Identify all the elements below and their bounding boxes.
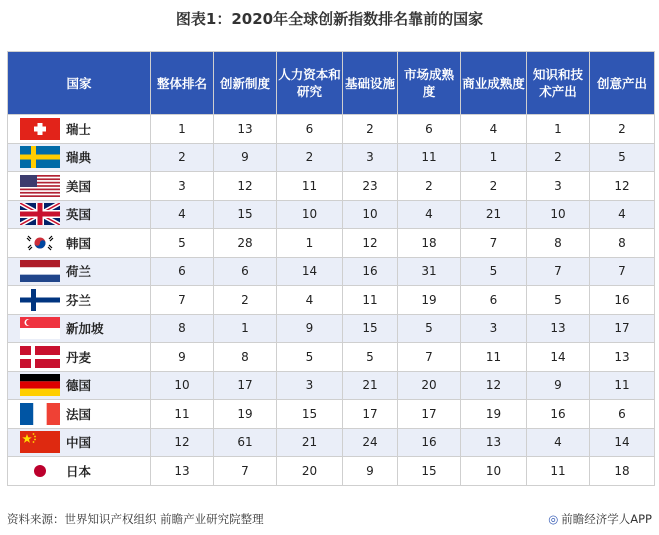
brand-name: 前瞻经济学人APP [561, 512, 652, 526]
footer [7, 511, 652, 527]
table-row [8, 457, 655, 486]
sweden-flag [20, 146, 60, 168]
rank-cell: 4 [590, 200, 655, 229]
rank-cell: 4 [151, 200, 214, 229]
rank-cell: 9 [527, 371, 590, 400]
rank-cell: 4 [527, 428, 590, 457]
rank-cell: 1 [461, 143, 527, 172]
rank-cell: 8 [214, 343, 277, 372]
table-row [8, 314, 655, 343]
table-row [8, 229, 655, 258]
header-market-sophistication: 市场成熟度 [398, 52, 461, 115]
rank-cell: 12 [590, 172, 655, 201]
rank-cell: 5 [590, 143, 655, 172]
rank-cell: 16 [590, 286, 655, 315]
rank-cell: 17 [398, 400, 461, 429]
rank-cell: 11 [398, 143, 461, 172]
rank-cell: 10 [527, 200, 590, 229]
rank-cell: 18 [590, 457, 655, 486]
rank-cell: 3 [277, 371, 343, 400]
table-row [8, 286, 655, 315]
rank-cell: 5 [461, 257, 527, 286]
rank-cell: 7 [398, 343, 461, 372]
country-cell [8, 371, 151, 400]
rank-cell: 2 [398, 172, 461, 201]
rank-cell: 31 [398, 257, 461, 286]
rank-cell: 5 [277, 343, 343, 372]
rank-cell: 11 [590, 371, 655, 400]
rank-cell: 19 [398, 286, 461, 315]
table-row [8, 428, 655, 457]
rank-cell: 6 [151, 257, 214, 286]
rank-cell: 6 [398, 115, 461, 144]
rank-cell: 28 [214, 229, 277, 258]
rank-cell: 3 [343, 143, 398, 172]
rank-cell: 16 [398, 428, 461, 457]
rank-cell: 13 [590, 343, 655, 372]
rank-cell: 13 [151, 457, 214, 486]
rank-cell: 11 [527, 457, 590, 486]
table-row [8, 257, 655, 286]
rank-cell: 2 [151, 143, 214, 172]
country-name: 芬兰 [66, 292, 92, 308]
rank-cell: 14 [590, 428, 655, 457]
rank-cell: 7 [590, 257, 655, 286]
rank-cell: 13 [461, 428, 527, 457]
rank-cell: 10 [277, 200, 343, 229]
country-cell [8, 314, 151, 343]
rank-cell: 7 [151, 286, 214, 315]
rank-cell: 8 [590, 229, 655, 258]
usa-flag [20, 175, 60, 197]
rank-cell: 3 [527, 172, 590, 201]
switzerland-flag [20, 118, 60, 140]
rank-cell: 14 [527, 343, 590, 372]
denmark-flag [20, 346, 60, 368]
rank-cell: 1 [277, 229, 343, 258]
rank-cell: 17 [214, 371, 277, 400]
country-name: 瑞士 [66, 121, 92, 137]
country-name: 丹麦 [66, 349, 92, 365]
table-row [8, 400, 655, 429]
rank-cell: 4 [277, 286, 343, 315]
rank-cell: 21 [343, 371, 398, 400]
rank-cell: 7 [527, 257, 590, 286]
rank-cell: 15 [398, 457, 461, 486]
rank-cell: 21 [461, 200, 527, 229]
rank-cell: 9 [277, 314, 343, 343]
brand-mark [548, 511, 652, 527]
rank-cell: 24 [343, 428, 398, 457]
header-human-capital: 人力资本和研究 [277, 52, 343, 115]
rank-cell: 10 [343, 200, 398, 229]
rank-cell: 5 [151, 229, 214, 258]
source-note: 资料来源：世界知识产权组织 前瞻产业研究院整理 [7, 512, 264, 526]
rank-cell: 9 [151, 343, 214, 372]
country-cell [8, 172, 151, 201]
country-cell [8, 400, 151, 429]
rank-cell: 2 [343, 115, 398, 144]
table-row [8, 143, 655, 172]
header-country: 国家 [8, 52, 151, 115]
country-cell [8, 200, 151, 229]
rank-cell: 4 [398, 200, 461, 229]
rank-cell: 12 [343, 229, 398, 258]
rank-cell: 3 [151, 172, 214, 201]
country-name: 新加坡 [66, 321, 104, 337]
rank-cell: 5 [398, 314, 461, 343]
singapore-flag [20, 317, 60, 339]
rank-cell: 15 [277, 400, 343, 429]
country-name: 美国 [66, 178, 92, 194]
country-cell [8, 343, 151, 372]
rank-cell: 16 [343, 257, 398, 286]
header-business-sophistication: 商业成熟度 [461, 52, 527, 115]
country-name: 瑞典 [66, 150, 92, 166]
rank-cell: 12 [151, 428, 214, 457]
rank-cell: 6 [590, 400, 655, 429]
rank-cell: 2 [214, 286, 277, 315]
rank-cell: 11 [151, 400, 214, 429]
country-name: 德国 [66, 378, 92, 394]
korea-flag [20, 232, 60, 254]
rank-cell: 3 [461, 314, 527, 343]
rank-cell: 13 [527, 314, 590, 343]
rank-cell: 6 [277, 115, 343, 144]
innovation-ranking-table [7, 51, 655, 486]
finland-flag [20, 289, 60, 311]
netherlands-flag [20, 260, 60, 282]
rank-cell: 2 [277, 143, 343, 172]
france-flag [20, 403, 60, 425]
header-overall-rank: 整体排名 [151, 52, 214, 115]
rank-cell: 7 [461, 229, 527, 258]
rank-cell: 12 [461, 371, 527, 400]
rank-cell: 5 [527, 286, 590, 315]
rank-cell: 1 [527, 115, 590, 144]
rank-cell: 2 [590, 115, 655, 144]
rank-cell: 9 [214, 143, 277, 172]
rank-cell: 61 [214, 428, 277, 457]
country-name: 韩国 [66, 235, 92, 251]
rank-cell: 23 [343, 172, 398, 201]
country-cell [8, 428, 151, 457]
japan-flag [20, 460, 60, 482]
rank-cell: 10 [461, 457, 527, 486]
country-cell [8, 257, 151, 286]
rank-cell: 18 [398, 229, 461, 258]
header-creative-output: 创意产出 [590, 52, 655, 115]
country-name: 法国 [66, 406, 92, 422]
country-name: 日本 [66, 463, 92, 479]
table-header-row [8, 52, 655, 115]
rank-cell: 6 [214, 257, 277, 286]
rank-cell: 13 [214, 115, 277, 144]
rank-cell: 5 [343, 343, 398, 372]
table-row [8, 172, 655, 201]
rank-cell: 11 [461, 343, 527, 372]
country-cell [8, 286, 151, 315]
rank-cell: 20 [398, 371, 461, 400]
country-name: 荷兰 [66, 264, 92, 280]
country-name: 英国 [66, 207, 92, 223]
table-row [8, 200, 655, 229]
china-flag [20, 431, 60, 453]
rank-cell: 1 [151, 115, 214, 144]
rank-cell: 21 [277, 428, 343, 457]
table-row [8, 371, 655, 400]
header-infrastructure: 基础设施 [343, 52, 398, 115]
rank-cell: 9 [343, 457, 398, 486]
rank-cell: 12 [214, 172, 277, 201]
chart-title: 图表1：2020年全球创新指数排名靠前的国家 [175, 10, 484, 28]
rank-cell: 2 [461, 172, 527, 201]
country-cell [8, 229, 151, 258]
header-knowledge-output: 知识和技术产出 [527, 52, 590, 115]
rank-cell: 15 [343, 314, 398, 343]
rank-cell: 15 [214, 200, 277, 229]
rank-cell: 20 [277, 457, 343, 486]
table-row [8, 115, 655, 144]
rank-cell: 17 [343, 400, 398, 429]
country-cell [8, 115, 151, 144]
rank-cell: 16 [527, 400, 590, 429]
country-cell [8, 457, 151, 486]
rank-cell: 11 [277, 172, 343, 201]
rank-cell: 4 [461, 115, 527, 144]
rank-cell: 1 [214, 314, 277, 343]
rank-cell: 6 [461, 286, 527, 315]
rank-cell: 2 [527, 143, 590, 172]
rank-cell: 7 [214, 457, 277, 486]
table-row [8, 343, 655, 372]
rank-cell: 10 [151, 371, 214, 400]
rank-cell: 14 [277, 257, 343, 286]
rank-cell: 8 [151, 314, 214, 343]
rank-cell: 19 [461, 400, 527, 429]
country-cell [8, 143, 151, 172]
rank-cell: 17 [590, 314, 655, 343]
rank-cell: 8 [527, 229, 590, 258]
rank-cell: 19 [214, 400, 277, 429]
header-institutions: 创新制度 [214, 52, 277, 115]
country-name: 中国 [66, 435, 92, 451]
uk-flag [20, 203, 60, 225]
rank-cell: 11 [343, 286, 398, 315]
brand-logo-icon: ◎ [548, 512, 559, 526]
germany-flag [20, 374, 60, 396]
